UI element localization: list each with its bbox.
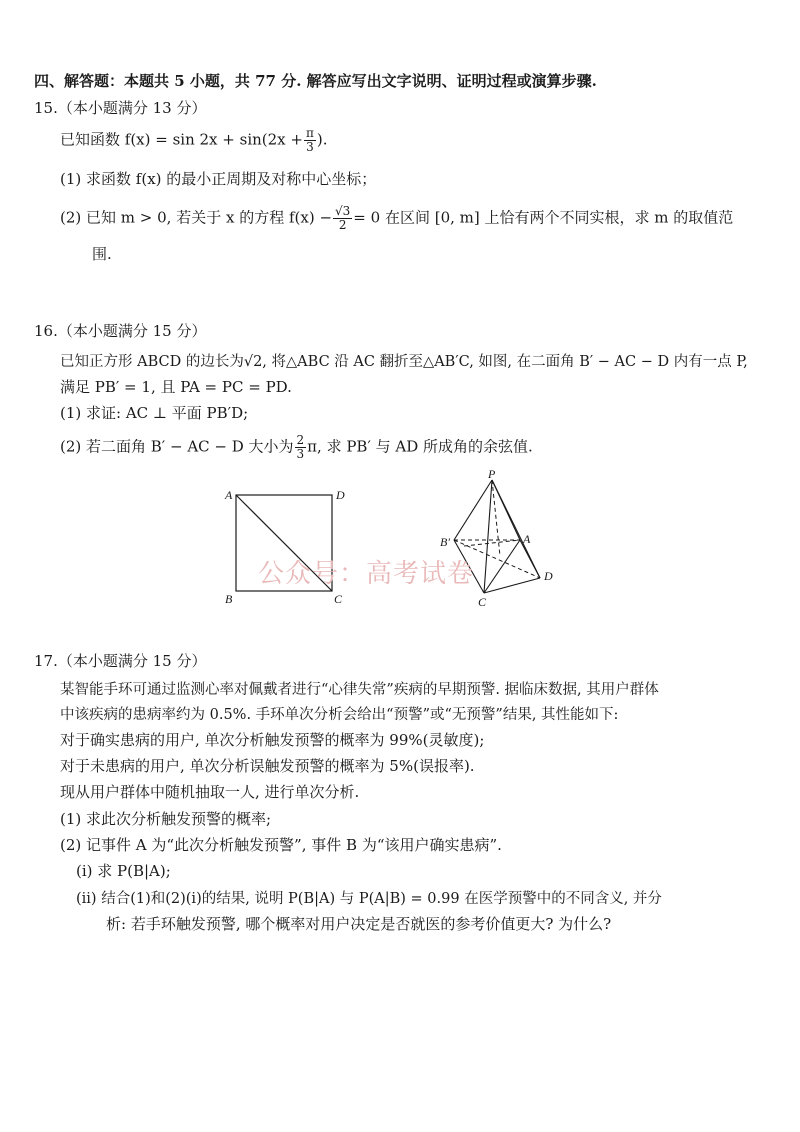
q15-frac-den: 3 — [306, 140, 314, 154]
q15-part2-frac-num: √3 — [335, 204, 351, 218]
pyramid-label-c: C — [478, 595, 487, 608]
q17-part2-ii-line2: 析: 若手环触发预警, 哪个概率对用户决定是否就医的参考价值更大? 为什么? — [106, 915, 612, 933]
q15-given-suffix: ). — [316, 130, 328, 149]
square-label-c: C — [334, 592, 343, 606]
q16-part2-fraction — [295, 434, 307, 461]
square-label-a: A — [225, 488, 233, 502]
q17-line1: 某智能手环可通过监测心率对佩戴者进行“心律失常”疾病的早期预警. 据临床数据, 其用户群体 — [60, 682, 659, 698]
q15-part2-fraction — [333, 205, 352, 232]
q16-part2-prefix: (2) 若二面角 B′ − AC − D 大小为 — [60, 437, 294, 456]
q17-part2: (2) 记事件 A 为“此次分析触发预警”, 事件 B 为“该用户确实患病”. — [60, 836, 502, 854]
edge-pc — [484, 480, 492, 593]
q15-title: 15.（本小题满分 13 分） — [34, 99, 207, 117]
q15-given-fraction — [304, 127, 316, 154]
q16-part2-frac-num: 2 — [296, 433, 305, 447]
q17-part2-i: (i) 求 P(B|A); — [76, 862, 171, 880]
q15-given-prefix: 已知函数 f(x) = sin 2x + sin(2x + — [60, 130, 303, 149]
q15-frac-num: π — [305, 126, 314, 140]
square-label-d: D — [336, 488, 345, 502]
q17-part1: (1) 求此次分析触发预警的概率; — [60, 810, 272, 828]
pyramid-label-b: B′ — [440, 535, 450, 549]
q17-line2: 中该疾病的患病率约为 0.5%. 手环单次分析会给出“预警”或“无预警”结果, 其性能如下: — [60, 707, 619, 723]
q16-part1: (1) 求证: AC ⊥ 平面 PB′D; — [60, 404, 249, 422]
q16-given-line1: 已知正方形 ABCD 的边长为√2, 将△ABC 沿 AC 翻折至△AB′C, 如图, 在二面角 B′ − AC − D 内有一点 P, — [60, 354, 748, 370]
edge-pb — [454, 480, 492, 540]
watermark: 公众号：高考试卷 — [258, 559, 475, 589]
pyramid-label-p: P — [488, 468, 496, 481]
q17-line4: 对于未患病的用户, 单次分析误触发预警的概率为 5%(误报率). — [60, 757, 475, 775]
q17-line3: 对于确实患病的用户, 单次分析触发预警的概率为 99%(灵敏度); — [60, 731, 485, 749]
q15-part1: (1) 求函数 f(x) 的最小正周期及对称中心坐标； — [60, 170, 377, 188]
q15-given — [60, 127, 327, 154]
edge-p-foot-dashed — [492, 480, 500, 556]
q17-title: 17.（本小题满分 15 分） — [34, 652, 207, 670]
q16-title: 16.（本小题满分 15 分） — [34, 322, 207, 340]
q16-part2-suffix: π, 求 PB′ 与 AD 所成角的余弦值. — [307, 437, 533, 456]
q15-part2-suffix: = 0 在区间 [0, m] 上恰有两个不同实根，求 m 的取值范 — [353, 208, 734, 227]
pyramid-label-d: D — [544, 569, 553, 583]
edge-pa — [492, 480, 520, 540]
q17-part2-ii-line1: (ii) 结合(1)和(2)(i)的结果, 说明 P(B|A) 与 P(A|B) = 0.99 在医学预警中的不同含义, 并分 — [76, 891, 662, 907]
q15-part2-cont: 围. — [92, 245, 112, 263]
square-label-b: B — [225, 592, 233, 606]
square-figure — [220, 485, 360, 610]
q15-part2-prefix: (2) 已知 m > 0, 若关于 x 的方程 f(x) − — [60, 208, 333, 227]
q16-part2-frac-den: 3 — [296, 447, 305, 461]
q16-given-line2: 满足 PB′ = 1, 且 PA = PC = PD. — [60, 378, 292, 396]
edge-inner-dashed — [464, 540, 520, 546]
q16-part2 — [60, 434, 533, 461]
pyramid-label-a: A — [523, 532, 531, 546]
q15-part2 — [60, 205, 733, 232]
q15-part2-frac-den: 2 — [338, 218, 347, 232]
q17-line5: 现从用户群体中随机抽取一人, 进行单次分析. — [60, 783, 360, 801]
section-header: 四、解答题：本题共 5 小题，共 77 分. 解答应写出文字说明、证明过程或演算步骤. — [34, 72, 597, 90]
